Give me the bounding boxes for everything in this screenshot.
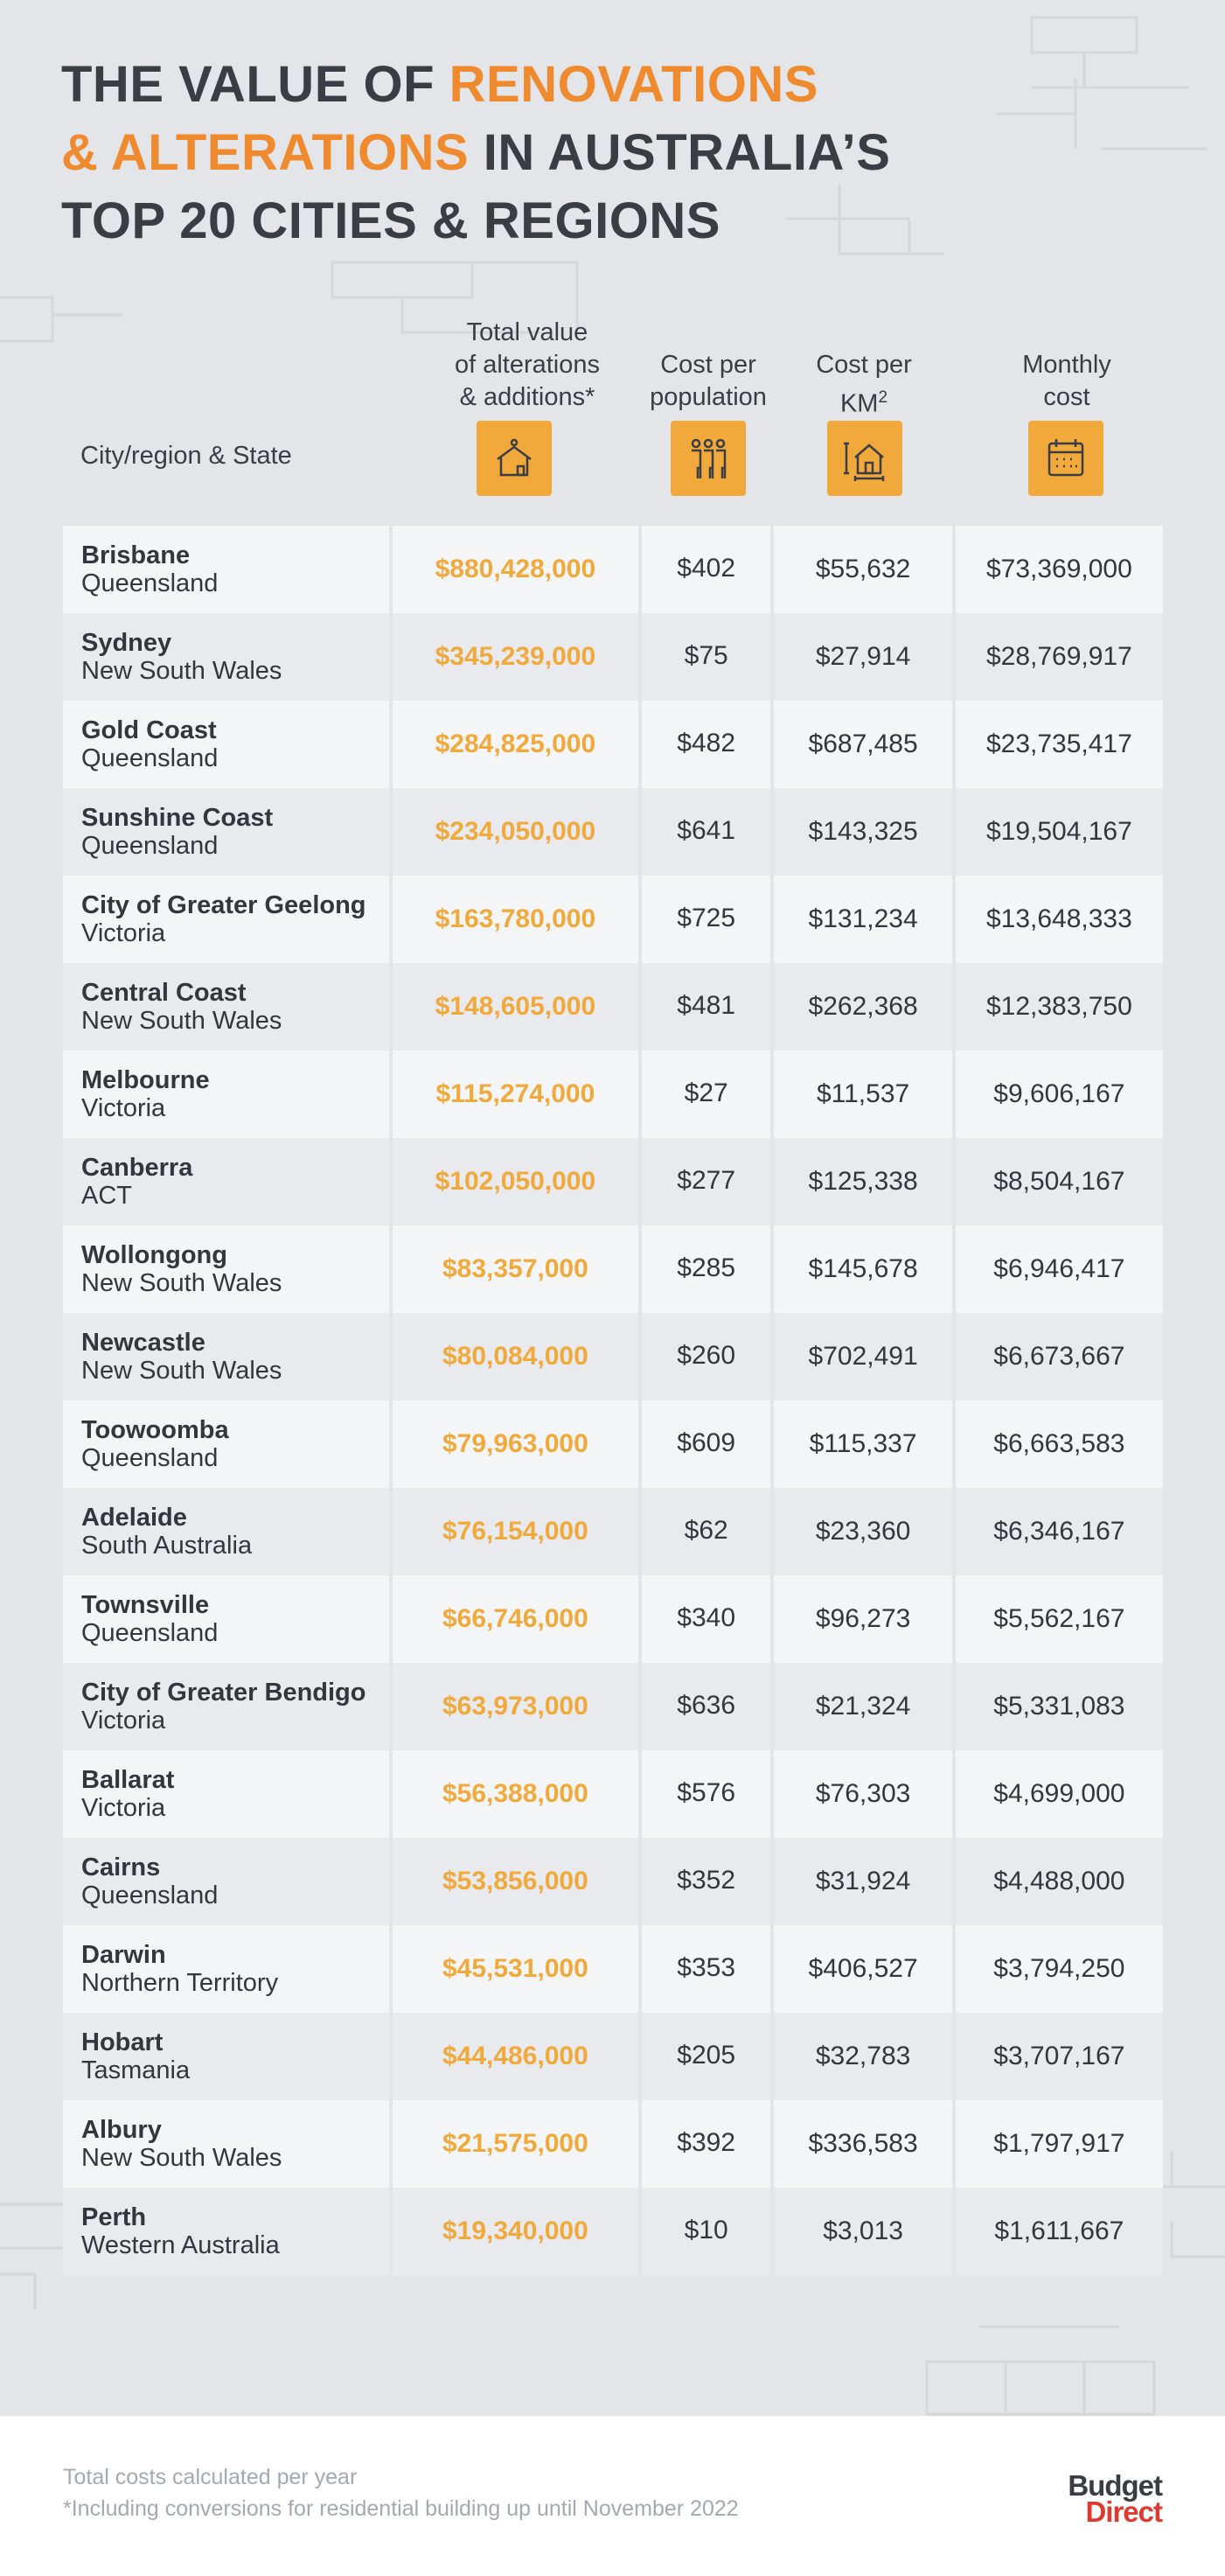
- cell-cost-per-population: $392: [642, 2100, 771, 2188]
- cell-cost-per-population: $609: [642, 1400, 771, 1488]
- table-row: [63, 1313, 1163, 1400]
- city-name: Gold Coast: [81, 716, 217, 744]
- header-text: population: [650, 383, 767, 411]
- state-name: Victoria: [81, 919, 166, 947]
- cell-monthly-cost: $13,648,333: [956, 876, 1163, 963]
- footnote-conversions: *Including conversions for residential building up until November 2022: [63, 2496, 739, 2521]
- cell-cost-per-km: $11,537: [774, 1051, 951, 1138]
- logo-text-direct: Direct: [1085, 2496, 1162, 2528]
- city-name: Sunshine Coast: [81, 804, 274, 832]
- cell-monthly-cost: $23,735,417: [956, 701, 1163, 788]
- header-cost-per-km: [785, 349, 943, 421]
- state-name: Victoria: [81, 1794, 166, 1822]
- cell-city: [63, 2100, 389, 2188]
- title-text: IN AUSTRALIA’S: [469, 124, 891, 181]
- cell-total-value: $163,780,000: [393, 876, 638, 963]
- cell-cost-per-km: $76,303: [774, 1750, 951, 1838]
- cell-total-value: $21,575,000: [393, 2100, 638, 2188]
- cell-cost-per-population: $340: [642, 1575, 771, 1663]
- cell-cost-per-population: $10: [642, 2188, 771, 2275]
- cell-monthly-cost: $4,699,000: [956, 1750, 1163, 1838]
- city-name: Albury: [81, 2116, 162, 2144]
- cell-total-value: $79,963,000: [393, 1400, 638, 1488]
- cell-city: [63, 613, 389, 701]
- cell-total-value: $83,357,000: [393, 1225, 638, 1313]
- header-text: Monthly: [1022, 351, 1111, 379]
- cell-monthly-cost: $28,769,917: [956, 613, 1163, 701]
- city-name: Sydney: [81, 629, 172, 657]
- table-row: [63, 1575, 1163, 1663]
- state-name: Queensland: [81, 569, 219, 597]
- header-city: City/region & State: [80, 442, 292, 470]
- cell-total-value: $345,239,000: [393, 613, 638, 701]
- title-text: THE VALUE OF: [61, 56, 449, 113]
- cell-monthly-cost: $5,331,083: [956, 1663, 1163, 1750]
- cell-cost-per-population: $352: [642, 1838, 771, 1925]
- cell-monthly-cost: $1,611,667: [956, 2188, 1163, 2275]
- cell-monthly-cost: $9,606,167: [956, 1051, 1163, 1138]
- city-name: Darwin: [81, 1941, 166, 1969]
- cell-total-value: $102,050,000: [393, 1138, 638, 1225]
- state-name: Queensland: [81, 1619, 219, 1647]
- cell-total-value: $880,428,000: [393, 526, 638, 613]
- cell-cost-per-km: $96,273: [774, 1575, 951, 1663]
- city-name: Brisbane: [81, 541, 191, 569]
- cell-monthly-cost: $4,488,000: [956, 1838, 1163, 1925]
- header-superscript: 2: [878, 388, 888, 407]
- cell-cost-per-population: $285: [642, 1225, 771, 1313]
- table-row: [63, 1225, 1163, 1313]
- state-name: New South Wales: [81, 1007, 282, 1035]
- cell-cost-per-km: $3,013: [774, 2188, 951, 2275]
- table-row: [63, 526, 1163, 613]
- table-row: [63, 701, 1163, 788]
- page-title: [61, 51, 1023, 255]
- cell-total-value: $53,856,000: [393, 1838, 638, 1925]
- city-name: Cairns: [81, 1853, 161, 1881]
- header-cost-per-population: [630, 349, 787, 414]
- cell-cost-per-km: $55,632: [774, 526, 951, 613]
- state-name: Tasmania: [81, 2056, 191, 2084]
- cell-monthly-cost: $73,369,000: [956, 526, 1163, 613]
- header-text: KM: [839, 389, 879, 418]
- cell-monthly-cost: $3,707,167: [956, 2013, 1163, 2100]
- people-icon: [671, 421, 746, 496]
- cell-cost-per-population: $75: [642, 613, 771, 701]
- cell-monthly-cost: $6,673,667: [956, 1313, 1163, 1400]
- cell-city: [63, 1838, 389, 1925]
- cell-cost-per-km: $125,338: [774, 1138, 951, 1225]
- table-row: [63, 2188, 1163, 2275]
- city-name: Central Coast: [81, 979, 247, 1007]
- cell-cost-per-population: $62: [642, 1488, 771, 1575]
- cell-cost-per-population: $636: [642, 1663, 771, 1750]
- cell-monthly-cost: $3,794,250: [956, 1925, 1163, 2013]
- state-name: ACT: [81, 1182, 132, 1210]
- cell-total-value: $19,340,000: [393, 2188, 638, 2275]
- cell-cost-per-km: $131,234: [774, 876, 951, 963]
- city-name: Wollongong: [81, 1241, 227, 1269]
- table-row: [63, 963, 1163, 1051]
- cell-total-value: $44,486,000: [393, 2013, 638, 2100]
- cell-cost-per-population: $353: [642, 1925, 771, 2013]
- table-row: [63, 1138, 1163, 1225]
- budget-direct-logo: [1068, 2469, 1162, 2528]
- calendar-icon: [1028, 421, 1103, 496]
- table-row: [63, 1750, 1163, 1838]
- cell-total-value: $66,746,000: [393, 1575, 638, 1663]
- table-row: [63, 1838, 1163, 1925]
- table-row: [63, 1051, 1163, 1138]
- cell-cost-per-km: $115,337: [774, 1400, 951, 1488]
- cell-city: [63, 2188, 389, 2275]
- cell-monthly-cost: $12,383,750: [956, 963, 1163, 1051]
- cell-cost-per-km: $21,324: [774, 1663, 951, 1750]
- house-icon: [477, 421, 552, 496]
- table-row: [63, 1400, 1163, 1488]
- cell-city: [63, 1925, 389, 2013]
- table-row: [63, 2013, 1163, 2100]
- cell-total-value: $56,388,000: [393, 1750, 638, 1838]
- city-name: Toowoomba: [81, 1416, 229, 1444]
- cell-cost-per-population: $482: [642, 701, 771, 788]
- cell-cost-per-km: $336,583: [774, 2100, 951, 2188]
- logo-text-budget: Budget: [1068, 2469, 1162, 2502]
- cell-cost-per-population: $725: [642, 876, 771, 963]
- cell-city: [63, 1225, 389, 1313]
- title-text: TOP 20 CITIES & REGIONS: [61, 192, 720, 249]
- state-name: Western Australia: [81, 2231, 280, 2259]
- cell-city: [63, 526, 389, 613]
- state-name: Queensland: [81, 744, 219, 772]
- cell-monthly-cost: $19,504,167: [956, 788, 1163, 876]
- header-text: Total value: [466, 318, 588, 346]
- cell-total-value: $76,154,000: [393, 1488, 638, 1575]
- cell-city: [63, 1138, 389, 1225]
- cell-city: [63, 1663, 389, 1750]
- table-row: [63, 788, 1163, 876]
- header-text: of alterations: [454, 351, 601, 379]
- table-row: [63, 1488, 1163, 1575]
- cell-cost-per-km: $145,678: [774, 1225, 951, 1313]
- cell-total-value: $80,084,000: [393, 1313, 638, 1400]
- header-text: & additions*: [459, 383, 595, 411]
- cell-monthly-cost: $5,562,167: [956, 1575, 1163, 1663]
- cell-cost-per-km: $23,360: [774, 1488, 951, 1575]
- cell-monthly-cost: $8,504,167: [956, 1138, 1163, 1225]
- city-name: Adelaide: [81, 1504, 187, 1532]
- state-name: Victoria: [81, 1094, 166, 1122]
- city-name: City of Greater Geelong: [81, 891, 366, 919]
- cell-total-value: $45,531,000: [393, 1925, 638, 2013]
- state-name: Queensland: [81, 1881, 219, 1909]
- title-highlight: RENOVATIONS: [449, 56, 818, 113]
- table-row: [63, 1663, 1163, 1750]
- cell-cost-per-km: $406,527: [774, 1925, 951, 2013]
- cell-cost-per-km: $31,924: [774, 1838, 951, 1925]
- cell-cost-per-km: $32,783: [774, 2013, 951, 2100]
- state-name: Queensland: [81, 832, 219, 860]
- cell-total-value: $234,050,000: [393, 788, 638, 876]
- cell-monthly-cost: $6,346,167: [956, 1488, 1163, 1575]
- table-row: [63, 876, 1163, 963]
- state-name: New South Wales: [81, 2144, 282, 2172]
- cell-cost-per-km: $702,491: [774, 1313, 951, 1400]
- table-row: [63, 613, 1163, 701]
- cell-city: [63, 1488, 389, 1575]
- header-text: cost: [1043, 383, 1090, 411]
- cell-total-value: $63,973,000: [393, 1663, 638, 1750]
- footnote-total-costs: Total costs calculated per year: [63, 2465, 358, 2489]
- state-name: South Australia: [81, 1532, 253, 1560]
- cell-cost-per-km: $262,368: [774, 963, 951, 1051]
- table-row: [63, 1925, 1163, 2013]
- cell-cost-per-population: $260: [642, 1313, 771, 1400]
- house-measure-icon: [827, 421, 902, 496]
- cell-cost-per-km: $27,914: [774, 613, 951, 701]
- city-name: Melbourne: [81, 1066, 210, 1094]
- cell-city: [63, 701, 389, 788]
- cell-city: [63, 1750, 389, 1838]
- cell-cost-per-population: $205: [642, 2013, 771, 2100]
- header-total-value: [418, 317, 637, 414]
- cell-cost-per-population: $481: [642, 963, 771, 1051]
- cell-city: [63, 876, 389, 963]
- state-name: New South Wales: [81, 1269, 282, 1297]
- cell-total-value: $115,274,000: [393, 1051, 638, 1138]
- cell-cost-per-population: $27: [642, 1051, 771, 1138]
- cell-cost-per-population: $402: [642, 526, 771, 613]
- cell-city: [63, 1400, 389, 1488]
- cell-city: [63, 2013, 389, 2100]
- cell-total-value: $148,605,000: [393, 963, 638, 1051]
- title-highlight: & ALTERATIONS: [61, 124, 470, 181]
- cell-city: [63, 788, 389, 876]
- city-name: Hobart: [81, 2028, 164, 2056]
- header-monthly-cost: [979, 349, 1154, 414]
- header-text: Cost per: [660, 351, 756, 379]
- state-name: New South Wales: [81, 657, 282, 685]
- city-name: Perth: [81, 2203, 147, 2231]
- cell-city: [63, 963, 389, 1051]
- footer: [0, 2416, 1225, 2576]
- header-text: Cost per: [816, 351, 912, 379]
- cell-cost-per-population: $576: [642, 1750, 771, 1838]
- city-name: Townsville: [81, 1591, 210, 1619]
- city-name: City of Greater Bendigo: [81, 1679, 366, 1707]
- city-name: Newcastle: [81, 1329, 205, 1357]
- state-name: Victoria: [81, 1707, 166, 1735]
- cell-cost-per-population: $641: [642, 788, 771, 876]
- cell-monthly-cost: $6,946,417: [956, 1225, 1163, 1313]
- state-name: Queensland: [81, 1444, 219, 1472]
- cell-cost-per-km: $687,485: [774, 701, 951, 788]
- cell-monthly-cost: $6,663,583: [956, 1400, 1163, 1488]
- city-name: Canberra: [81, 1154, 193, 1182]
- city-name: Ballarat: [81, 1766, 175, 1794]
- cell-total-value: $284,825,000: [393, 701, 638, 788]
- cell-city: [63, 1575, 389, 1663]
- state-name: New South Wales: [81, 1357, 282, 1385]
- cell-monthly-cost: $1,797,917: [956, 2100, 1163, 2188]
- table-row: [63, 2100, 1163, 2188]
- cell-cost-per-km: $143,325: [774, 788, 951, 876]
- state-name: Northern Territory: [81, 1969, 279, 1997]
- cell-cost-per-population: $277: [642, 1138, 771, 1225]
- cell-city: [63, 1051, 389, 1138]
- data-table: [63, 526, 1163, 2275]
- cell-city: [63, 1313, 389, 1400]
